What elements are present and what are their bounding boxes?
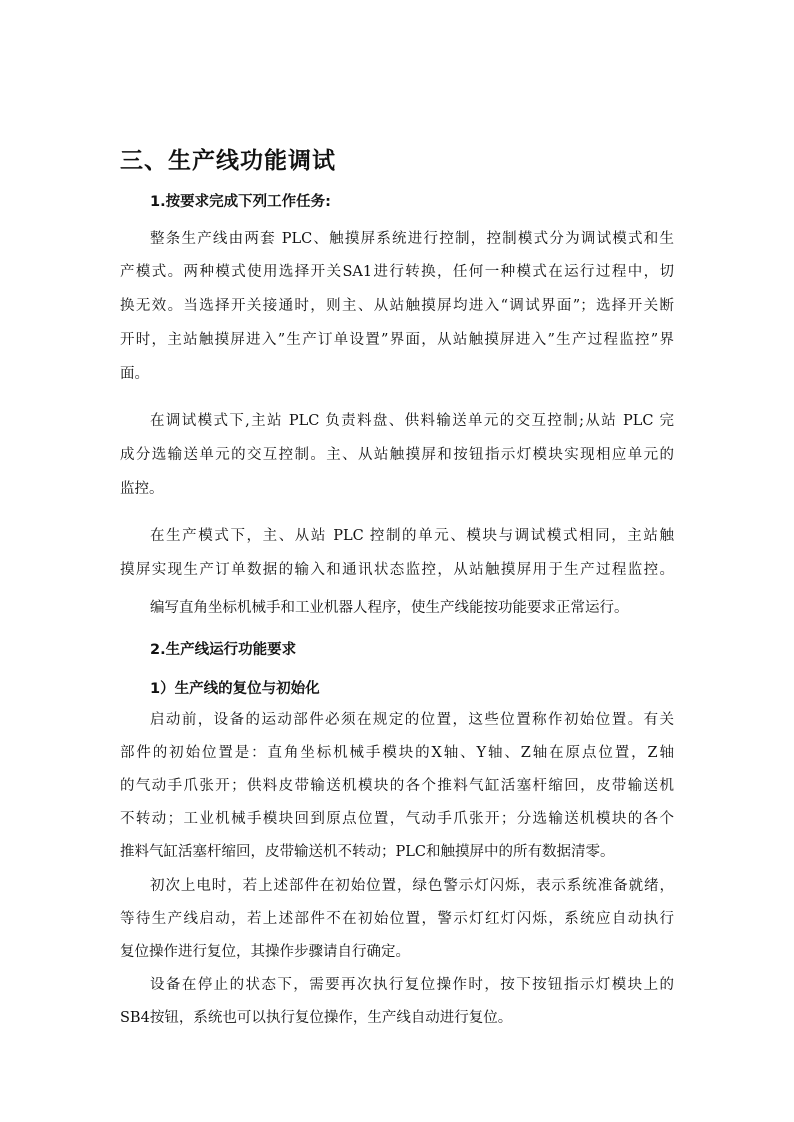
p6-line: 初次上电时，若上述部件在初始位置，绿色警示灯闪烁，表示系统准备就绪， xyxy=(150,878,674,894)
p1-line: 开时，主站触摸屏进入”生产订单设置”界面，从站触摸屏进入”生产过程监控”界 xyxy=(120,332,674,348)
p3-line: 在生产模式下，主、从站 PLC 控制的单元、模块与调试模式相同，主站触 xyxy=(150,528,674,544)
task-heading: 1.按要求完成下列工作任务: xyxy=(150,194,331,210)
p4-line: 编写直角坐标机械手和工业机器人程序，使生产线能按功能要求正常运行。 xyxy=(150,600,629,616)
p7-line: SB4按钮，系统也可以执行复位操作，生产线自动进行复位。 xyxy=(120,1010,513,1026)
p2-line: 成分选输送单元的交互控制。主、从站触摸屏和按钮指示灯模块实现相应单元的 xyxy=(120,447,674,463)
section-title: 三、生产线功能调试 xyxy=(120,148,336,174)
p6-line: 等待生产线启动，若上述部件不在初始位置，警示灯红灯闪烁，系统应自动执行 xyxy=(120,911,674,927)
p2-line: 监控。 xyxy=(120,481,164,497)
p5-line: 部件的初始位置是：直角坐标机械手模块的X轴、Y轴、Z轴在原点位置，Z轴 xyxy=(120,745,674,761)
p1-line: 面。 xyxy=(120,366,149,382)
p5-line: 推料气缸活塞杆缩回，皮带输送机不转动；PLC和触摸屏中的所有数据清零。 xyxy=(120,844,615,860)
p2-line: 在调试模式下,主站 PLC 负责料盘、供料输送单元的交互控制;从站 PLC 完 xyxy=(150,413,674,429)
p6-line: 复位操作进行复位，其操作步骤请自行确定。 xyxy=(120,944,410,960)
p1-line: 产模式。两种模式使用选择开关SA1进行转换，任何一种模式在运行过程中，切 xyxy=(120,264,674,280)
sub-heading: 1）生产线的复位与初始化 xyxy=(150,681,320,697)
p7-line: 设备在停止的状态下，需要再次执行复位操作时，按下按钮指示灯模块上的 xyxy=(150,977,674,993)
p1-line: 换无效。当选择开关接通时，则主、从站触摸屏均进入“调试界面”；选择开关断 xyxy=(120,298,674,314)
p5-line: 启动前，设备的运动部件必须在规定的位置，这些位置称作初始位置。有关 xyxy=(150,712,674,728)
p5-line: 的气动手爪张开；供料皮带输送机模块的各个推料气缸活塞杆缩回，皮带输送机 xyxy=(120,778,674,794)
p3-line: 摸屏实现生产订单数据的输入和通讯状态监控，从站触摸屏用于生产过程监控。 xyxy=(120,562,674,578)
p1-line: 整条生产线由两套 PLC、触摸屏系统进行控制，控制模式分为调试模式和生 xyxy=(150,231,674,247)
requirements-heading: 2.生产线运行功能要求 xyxy=(150,642,297,658)
p5-line: 不转动；工业机械手模块回到原点位置，气动手爪张开；分选输送机模块的各个 xyxy=(120,811,674,827)
